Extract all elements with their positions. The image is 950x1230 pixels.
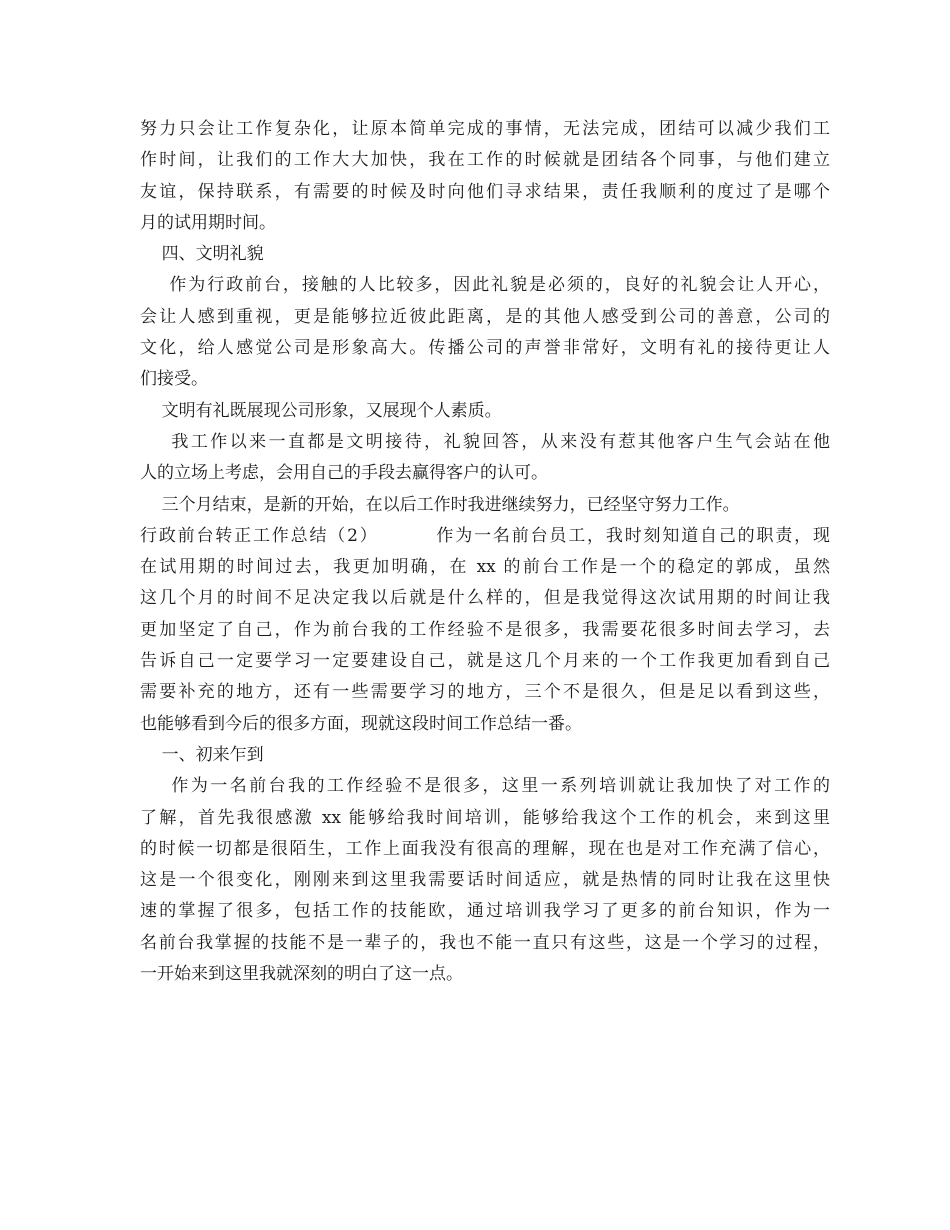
text-line: 月的试用期时间。 (140, 212, 276, 233)
text-line: 了解，首先我很感激 xx 能够给我时间培训，能够给我这个工作的机会，来到这里 (140, 807, 830, 828)
text-line: 需要补充的地方，还有一些需要学习的地方，三个不是很久，但是足以看到这些， (140, 682, 830, 703)
text-line: 会让人感到重视，更是能够拉近彼此距离，是的其他人感受到公司的善意，公司的 (140, 306, 830, 327)
text-line: 行政前台转正工作总结（2） 作为一名前台员工，我时刻知道自己的职责，现 (140, 525, 830, 546)
text-line: 这几个月的时间不足决定我以后就是什么样的，但是我觉得这次试用期的时间让我 (140, 588, 830, 609)
text-line: 这是一个很变化，刚刚来到这里我需要话时间适应，就是热情的同时让我在这里快 (140, 870, 830, 891)
text-line: 文明有礼既展现公司形象，又展现个人素质。 (140, 400, 502, 421)
text-line: 作时间，让我们的工作大大加快，我在工作的时候就是团结各个同事，与他们建立 (140, 150, 830, 171)
text-line: 努力只会让工作复杂化，让原本简单完成的事情，无法完成，团结可以减少我们工 (140, 119, 830, 139)
text-line: 在试用期的时间过去，我更加明确，在 xx 的前台工作是一个的稳定的郭成，虽然 (140, 557, 830, 578)
text-line: 我工作以来一直都是文明接待，礼貌回答，从来没有惹其他客户生气会站在他 (140, 431, 830, 452)
document-body (140, 114, 830, 990)
text-line: 友谊，保持联系，有需要的时候及时向他们寻求结果，责任我顺利的度过了是哪个 (140, 181, 830, 202)
text-line: 一、初来乍到 (140, 744, 264, 765)
text-line: 文化，给人感觉公司是形象高大。传播公司的声誉非常好，文明有礼的接待更让人 (140, 338, 830, 359)
text-line: 作为行政前台，接触的人比较多，因此礼貌是必须的，良好的礼貌会让人开心， (140, 275, 830, 296)
text-line: 四、文明礼貌 (140, 244, 264, 265)
text-line: 作为一名前台我的工作经验不是很多，这里一系列培训就让我加快了对工作的 (140, 776, 830, 797)
text-line: 三个月结束，是新的开始，在以后工作时我进继续努力，已经坚守努力工作。 (140, 494, 740, 515)
text-line: 也能够看到今后的很多方面，现就这段时间工作总结一番。 (140, 713, 582, 734)
text-line: 速的掌握了很多，包括工作的技能欧，通过培训我学习了更多的前台知识，作为一 (140, 901, 830, 922)
text-line: 们接受。 (140, 369, 208, 390)
text-line: 一开始来到这里我就深刻的明白了这一点。 (140, 964, 463, 985)
text-line: 的时候一切都是很陌生，工作上面我没有很高的理解，现在也是对工作充满了信心， (140, 838, 830, 859)
text-line: 人的立场上考虑，会用自己的手段去赢得客户的认可。 (140, 463, 548, 484)
text-line: 名前台我掌握的技能不是一辈子的，我也不能一直只有这些，这是一个学习的过程， (140, 932, 830, 953)
text-line: 更加坚定了自己，作为前台我的工作经验不是很多，我需要花很多时间去学习，去 (140, 619, 830, 640)
text-line: 告诉自己一定要学习一定要建设自己，就是这几个月来的一个工作我更加看到自己 (140, 651, 830, 672)
